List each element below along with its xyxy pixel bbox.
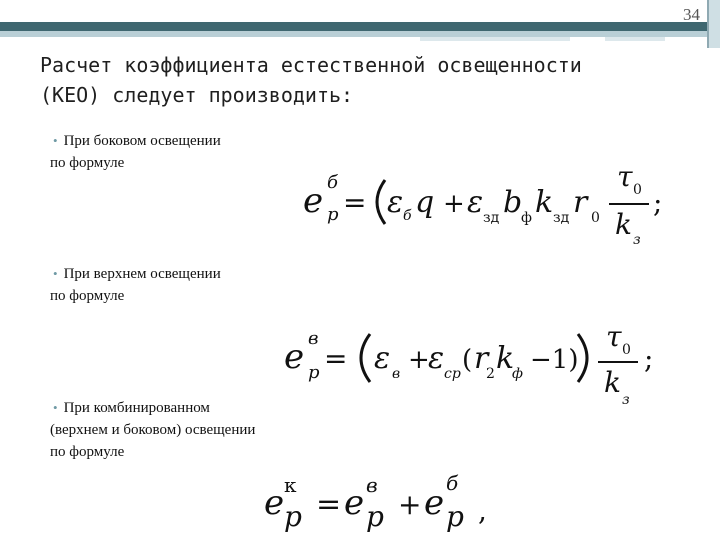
formula-lhs: e	[264, 483, 285, 523]
header-accent-strip-right	[605, 37, 665, 41]
formula-equals: =	[316, 487, 342, 522]
formula-term-side: e	[424, 483, 445, 523]
header-accent-strip	[420, 37, 570, 41]
slide-number: 34	[683, 5, 700, 24]
formula-left-paren	[361, 334, 370, 382]
formula-k: k	[496, 341, 515, 376]
formula-epsilon: ε	[387, 185, 404, 220]
formula-equals: =	[343, 186, 367, 219]
formula-lhs-sub: р	[327, 204, 339, 225]
formula-b-sub: ф	[521, 210, 532, 226]
formula-top-lighting	[280, 318, 670, 413]
formula-lhs-sup: в	[308, 328, 319, 349]
formula-k-denominator: k	[604, 366, 621, 399]
formula-minus-one: −1)	[530, 345, 579, 375]
bullet-text-line: При комбинированном	[63, 400, 210, 416]
bullet-text-line: При боковом освещении	[63, 133, 221, 149]
header-band-light	[0, 31, 707, 37]
bullet-text-line: по формуле	[50, 155, 125, 171]
formula-k-denominator: k	[615, 208, 632, 241]
formula-k-sub: ф	[512, 366, 523, 382]
formula-plus: +	[398, 488, 422, 521]
formula-term-top-sup: в	[366, 473, 378, 497]
slide-title-line-2: (КЕО) следует производить:	[40, 83, 354, 107]
slide-title-line-1: Расчет коэффициента естественной освещенности	[40, 53, 582, 77]
formula-q: q	[415, 185, 435, 220]
bullet-text-line: по формуле	[50, 288, 125, 304]
formula-right-paren	[578, 334, 587, 382]
formula-lhs-sub: р	[308, 362, 320, 383]
bullet-text-line: При верхнем освещении	[63, 266, 221, 282]
bullet-text-line: (верхнем и боковом) освещении	[50, 422, 256, 438]
formula-lhs-sup: к	[284, 473, 297, 497]
formula-epsilon: ε	[428, 341, 445, 376]
formula-term-side-sub: р	[446, 500, 464, 533]
bullet-dot-icon: •	[53, 133, 58, 148]
formula-epsilon: ε	[467, 185, 484, 220]
formula-lhs-sub: р	[284, 500, 302, 533]
formula-lhs: e	[303, 181, 324, 221]
formula-k-sub: зд	[553, 210, 570, 226]
formula-r: r	[573, 185, 588, 220]
formula-r: r	[474, 341, 489, 376]
slide-title	[40, 50, 680, 110]
formula-combined-lighting	[262, 470, 502, 536]
formula-lhs-sup: б	[327, 172, 338, 193]
formula-lhs: e	[284, 337, 305, 377]
formula-b: b	[503, 185, 523, 220]
formula-term-top-sub: р	[366, 500, 384, 533]
bullet-dot-icon: •	[53, 400, 58, 415]
formula-tau: τ	[606, 320, 622, 353]
header-band-dark	[0, 22, 707, 31]
formula-k-denominator-sub: з	[622, 392, 630, 408]
formula-k: k	[535, 185, 554, 220]
formula-terminator: ,	[478, 494, 487, 527]
formula-term-top: e	[344, 483, 365, 523]
formula-epsilon-sub: зд	[483, 210, 500, 226]
formula-open-paren: (	[462, 345, 473, 375]
formula-tau: τ	[617, 160, 633, 193]
formula-epsilon-sub: в	[392, 366, 401, 382]
formula-plus: +	[443, 189, 465, 219]
formula-tau-sub: 0	[622, 342, 631, 358]
formula-terminator: ;	[644, 342, 654, 375]
formula-plus: +	[408, 345, 430, 375]
bullet-dot-icon: •	[53, 266, 58, 281]
formula-epsilon-sub: ср	[444, 366, 461, 382]
formula-r-sub: 0	[591, 210, 600, 226]
formula-tau-sub: 0	[633, 182, 642, 198]
formula-left-paren	[377, 180, 385, 224]
formula-k-denominator-sub: з	[633, 232, 641, 248]
formula-term-side-sup: б	[446, 471, 459, 495]
formula-terminator: ;	[653, 186, 663, 219]
formula-side-lighting	[295, 160, 685, 255]
right-edge-line	[707, 0, 709, 48]
formula-epsilon-sub: б	[403, 208, 412, 224]
formula-r-sub: 2	[486, 366, 495, 382]
formula-epsilon: ε	[374, 341, 391, 376]
formula-equals: =	[324, 342, 348, 375]
bullet-text-line: по формуле	[50, 444, 125, 460]
bullet-top-lighting	[50, 263, 350, 307]
